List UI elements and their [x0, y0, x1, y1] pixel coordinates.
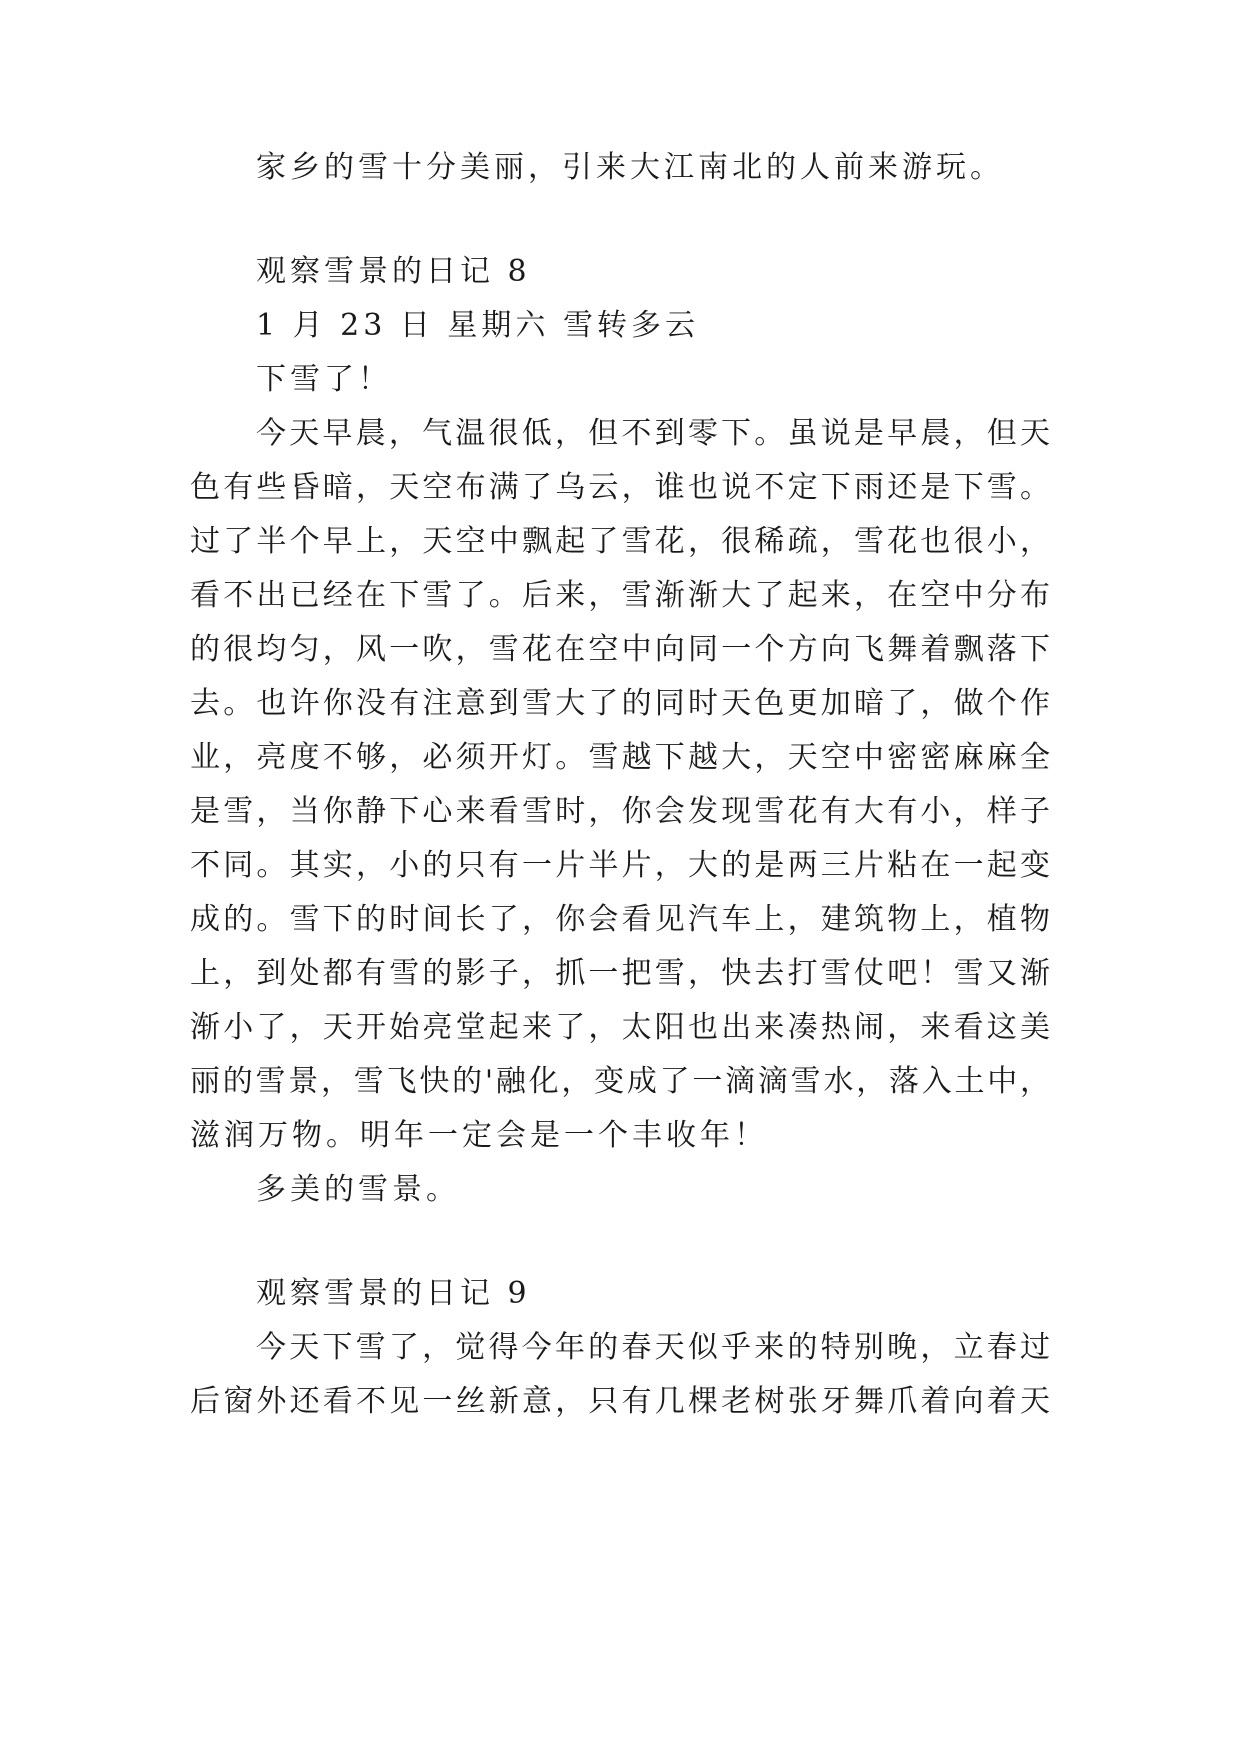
entry-8-paragraph-line: 的很均匀，风一吹，雪花在空中向同一个方向飞舞着飘落下 [190, 632, 1050, 667]
entry-8-paragraph-line: 不同。其实，小的只有一片半片，大的是两三片粘在一起变 [190, 848, 1050, 883]
entry-8-opening: 下雪了！ [256, 362, 392, 397]
entry-8-paragraph-line: 色有些昏暗，天空布满了乌云，谁也说不定下雨还是下雪。 [190, 470, 1050, 505]
entry-8-paragraph-line: 看不出已经在下雪了。后来，雪渐渐大了起来，在空中分布 [190, 578, 1050, 613]
entry-8-paragraph-line: 过了半个早上，天空中飘起了雪花，很稀疏，雪花也很小， [190, 524, 1050, 559]
entry-9-paragraph-line: 后窗外还看不见一丝新意，只有几棵老树张牙舞爪着向着天 [190, 1384, 1050, 1419]
entry-8-paragraph-line: 滋润万物。明年一定会是一个丰收年！ [190, 1118, 768, 1153]
entry-9-paragraph-line: 今天下雪了，觉得今年的春天似乎来的特别晚，立春过 [256, 1330, 1050, 1365]
entry-8-paragraph-line: 业，亮度不够，必须开灯。雪越下越大，天空中密密麻麻全 [190, 740, 1050, 775]
entry-8-paragraph-line: 成的。雪下的时间长了，你会看见汽车上，建筑物上，植物 [190, 902, 1050, 937]
entry-8-paragraph-line: 今天早晨，气温很低，但不到零下。虽说是早晨，但天 [256, 416, 1050, 451]
entry-8-date-line: 1 月 23 日 星期六 雪转多云 [256, 308, 699, 343]
entry-8-closing: 多美的雪景。 [256, 1172, 460, 1207]
entry-8-paragraph-line: 渐小了，天开始亮堂起来了，太阳也出来凑热闹，来看这美 [190, 1010, 1050, 1045]
entry-8-title: 观察雪景的日记 8 [256, 254, 531, 289]
intro-line: 家乡的雪十分美丽，引来大江南北的人前来游玩。 [256, 150, 1004, 185]
entry-8-paragraph-line: 去。也许你没有注意到雪大了的同时天色更加暗了，做个作 [190, 686, 1050, 721]
entry-8-paragraph-line: 上，到处都有雪的影子，抓一把雪，快去打雪仗吧！雪又渐 [190, 956, 1050, 991]
entry-9-title: 观察雪景的日记 9 [256, 1276, 531, 1311]
entry-8-paragraph-line: 是雪，当你静下心来看雪时，你会发现雪花有大有小，样子 [190, 794, 1050, 829]
entry-8-paragraph-line: 丽的雪景，雪飞快的'融化，变成了一滴滴雪水，落入土中， [190, 1064, 1050, 1099]
